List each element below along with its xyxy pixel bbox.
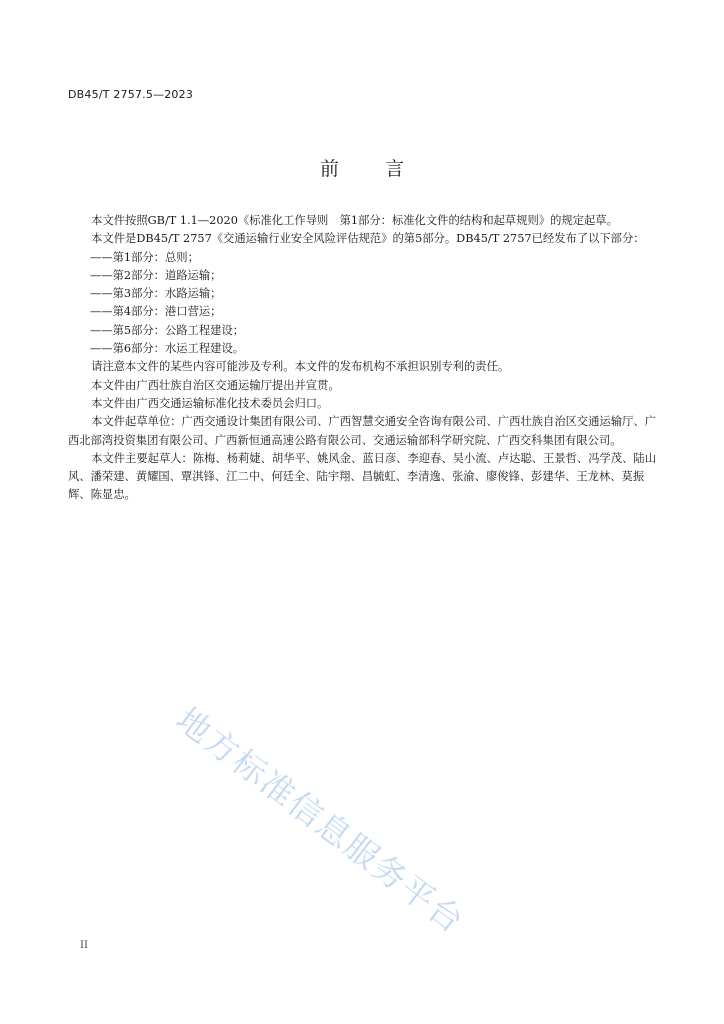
document-code: DB45/T 2757.5—2023 [68, 88, 194, 101]
list-item: ——第6部分：水运工程建设。 [90, 342, 245, 356]
page-title-char-2: 言 [385, 158, 405, 180]
page-title [0, 154, 724, 181]
paragraph-drafting-rules: 本文件按照GB/T 1.1—2020《标准化工作导则 第1部分：标准化文件的结构和起草规则》的规定起草。 [91, 214, 618, 227]
list-item: ——第3部分：水路运输； [90, 287, 222, 301]
paragraph-drafters: 本文件主要起草人：陈梅、杨莉婕、胡华平、姚风金、蓝日彦、李迎春、吴小流、卢达聪、王景哲、冯学茂、陆山风、潘荣建、黄耀国、覃淇锋、江二中、何廷全、陆宇翔、昌毓虹、李清逸、张渝、廖俊锋、彭建华、王龙林、莫振辉、陈显忠。 [68, 451, 657, 502]
paragraph-patent-notice: 请注意本文件的某些内容可能涉及专利。本文件的发布机构不承担识别专利的责任。 [91, 360, 510, 374]
paragraph-committee: 本文件由广西交通运输标准化技术委员会归口。 [91, 396, 329, 410]
watermark: 地方标准信息服务平台 [169, 699, 473, 942]
list-item: ——第4部分：港口营运； [90, 305, 222, 319]
page-number: II [80, 940, 88, 951]
paragraph-proposer: 本文件由广西壮族自治区交通运输厅提出并宣贯。 [91, 378, 340, 392]
list-item: ——第1部分：总则； [90, 250, 199, 264]
foreword-body [68, 212, 656, 505]
list-item: ——第2部分：道路运输； [90, 268, 222, 282]
paragraph-series-info: 本文件是DB45/T 2757《交通运输行业安全风险评估规范》的第5部分。DB45/T 2757已经发布了以下部分： [91, 232, 645, 246]
list-item: ——第5部分：公路工程建设； [90, 323, 245, 337]
page-title-char-1: 前 [319, 158, 339, 180]
paragraph-drafting-units: 本文件起草单位：广西交通设计集团有限公司、广西智慧交通安全咨询有限公司、广西壮族自治区交通运输厅、广西北部湾投资集团有限公司、广西新恒通高速公路有限公司、交通运输部科学研究院、广西交科集团有限公司。 [68, 415, 657, 447]
